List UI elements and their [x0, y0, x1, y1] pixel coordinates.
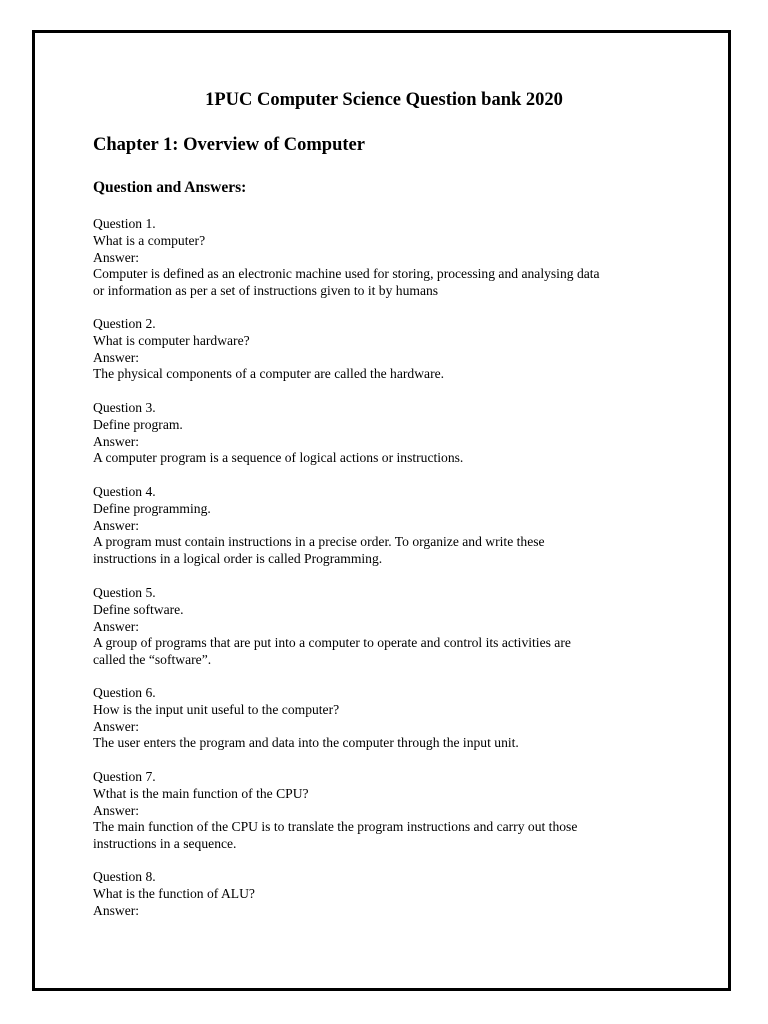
- answer-label: Answer:: [93, 618, 140, 634]
- answer-text: or information as per a set of instructions given to it by humans: [93, 283, 439, 299]
- answer-text: The user enters the program and data into the computer through the input unit.: [93, 735, 519, 751]
- answer-text: Computer is defined as an electronic machine used for storing, processing and analysing data: [93, 266, 600, 282]
- answer-text: instructions in a logical order is called Programming.: [93, 551, 383, 567]
- answer-label: Answer:: [93, 902, 140, 918]
- qa-block-8: [93, 869, 693, 919]
- answer-label: Answer:: [93, 349, 140, 365]
- answer-text: The physical components of a computer are called the hardware.: [93, 366, 445, 382]
- answer-text: A computer program is a sequence of logical actions or instructions.: [93, 450, 464, 466]
- qa-block-6: [93, 685, 693, 752]
- question-label: Question 8.: [93, 869, 156, 884]
- question-text: Define program.: [93, 416, 183, 432]
- question-label: Question 2.: [93, 316, 156, 331]
- question-label: Question 4.: [93, 484, 156, 499]
- question-text: What is a computer?: [93, 232, 206, 248]
- chapter-heading: Chapter 1: Overview of Computer: [93, 135, 365, 155]
- answer-text: A program must contain instructions in a precise order. To organize and write these: [93, 534, 545, 550]
- question-label: Question 5.: [93, 585, 156, 600]
- qa-block-5: [93, 585, 693, 669]
- question-text: What is computer hardware?: [93, 332, 250, 348]
- qa-block-7: [93, 769, 693, 853]
- qa-block-3: [93, 400, 693, 467]
- question-text: Define software.: [93, 601, 184, 617]
- question-text: How is the input unit useful to the computer?: [93, 701, 340, 717]
- answer-label: Answer:: [93, 718, 140, 734]
- document-title: 1PUC Computer Science Question bank 2020: [205, 90, 563, 110]
- section-heading: Question and Answers:: [93, 179, 247, 196]
- question-text: Wthat is the main function of the CPU?: [93, 785, 309, 801]
- question-label: Question 1.: [93, 216, 156, 231]
- question-label: Question 6.: [93, 685, 156, 700]
- answer-text: A group of programs that are put into a computer to operate and control its activities are: [93, 635, 571, 651]
- answer-text: instructions in a sequence.: [93, 836, 237, 852]
- answer-text: called the “software”.: [93, 652, 212, 668]
- answer-text: The main function of the CPU is to translate the program instructions and carry out those: [93, 819, 578, 835]
- question-text: What is the function of ALU?: [93, 885, 255, 901]
- answer-label: Answer:: [93, 433, 140, 449]
- question-label: Question 3.: [93, 400, 156, 415]
- question-label: Question 7.: [93, 769, 156, 784]
- qa-block-1: [93, 216, 693, 300]
- answer-label: Answer:: [93, 517, 140, 533]
- answer-label: Answer:: [93, 802, 140, 818]
- qa-block-4: [93, 484, 693, 568]
- question-text: Define programming.: [93, 500, 211, 516]
- answer-label: Answer:: [93, 249, 140, 265]
- qa-block-2: [93, 316, 693, 383]
